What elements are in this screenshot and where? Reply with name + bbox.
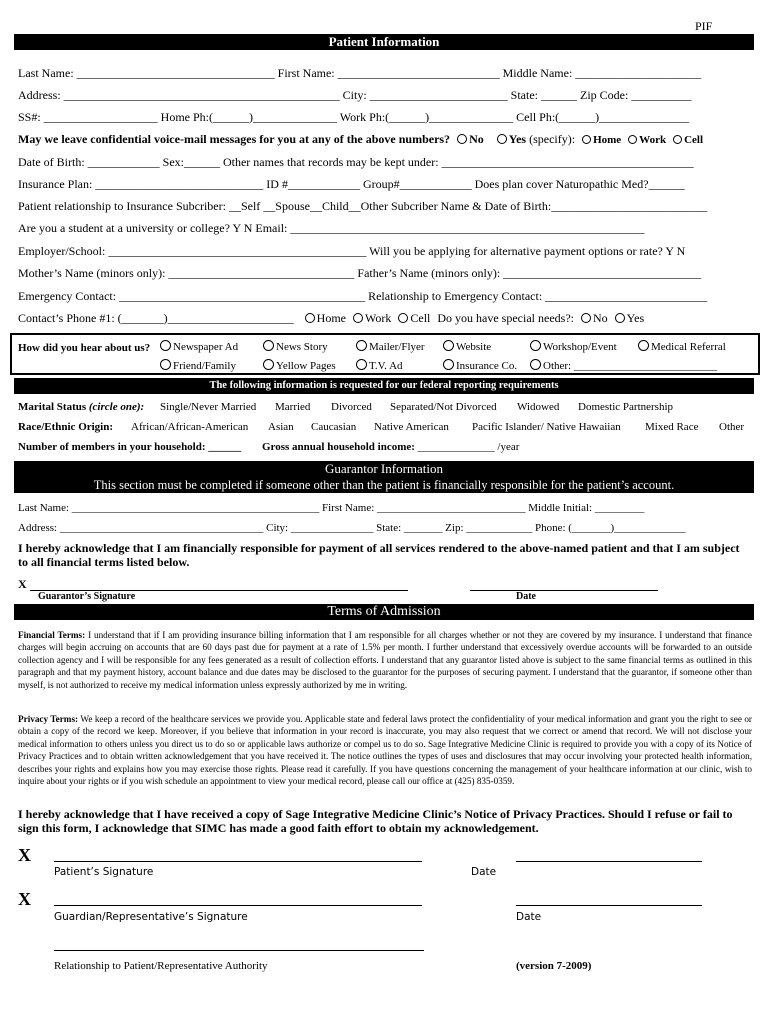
race-option[interactable]: Native American <box>374 421 449 433</box>
voicemail-question-text: May we leave confidential voice-mail messages for you at any of the above numbers? <box>18 132 451 146</box>
contact-home-label: Home <box>316 311 346 325</box>
federal-header: The following information is requested for our federal reporting requirements <box>14 378 754 394</box>
parents-line[interactable]: Mother’s Name (minors only): _______________________________ Father’s Name (minors only): _________________________________ <box>18 266 702 280</box>
relationship-line[interactable] <box>54 949 424 951</box>
guarantor-x-mark: X <box>18 577 27 591</box>
patient-x-mark: X <box>18 845 31 865</box>
household-members-field[interactable]: Number of members in your household: ______ <box>18 441 242 453</box>
student-email-line[interactable]: Are you a student at a university or college? Y N Email: ___________________________________________________________ <box>18 221 645 235</box>
patient-signature-label: Patient’s Signature <box>54 866 154 878</box>
guarantor-acknowledgement: I hereby acknowledge that I am financially responsible for payment of all services rendered to the above-named patient and that I am subject to all financial terms listed below. <box>18 541 740 569</box>
radio-icon[interactable] <box>160 340 171 351</box>
referral-tv[interactable] <box>356 359 403 372</box>
version-label: (version 7-2009) <box>516 960 592 972</box>
dob-line[interactable]: Date of Birth: ____________ Sex:______ Other names that records may be kept under: __________________________________________ <box>18 155 694 169</box>
form-code: PIF <box>695 19 713 33</box>
radio-icon[interactable] <box>443 340 454 351</box>
subscriber-line[interactable]: Patient relationship to Insurance Subcriber: __Self __Spouse__Child__Other Subcriber Name & Date of Birth:__________________________ <box>18 199 708 213</box>
radio-icon[interactable] <box>263 359 274 370</box>
income-field[interactable]: Gross annual household income: ______________ /year <box>262 441 520 453</box>
terms-header: Terms of Admission <box>14 604 754 620</box>
guarantor-date-line[interactable] <box>470 589 658 591</box>
guardian-signature-label: Guardian/Representative’s Signature <box>54 911 248 923</box>
race-label: Race/Ethnic Origin: <box>18 421 114 433</box>
radio-icon[interactable] <box>356 359 367 370</box>
voicemail-home-label: Home <box>593 134 622 146</box>
patient-date-line[interactable] <box>516 860 702 862</box>
special-needs-yes-radio[interactable] <box>615 313 625 323</box>
voicemail-specify-label: (specify): <box>529 132 576 146</box>
radio-icon[interactable] <box>530 359 541 370</box>
referral-option-label: Newspaper Ad <box>173 341 239 353</box>
guardian-date-line[interactable] <box>516 904 702 906</box>
race-option[interactable]: Other <box>719 421 745 433</box>
marital-option[interactable]: Separated/Not Divorced <box>390 401 497 413</box>
referral-friend[interactable] <box>160 359 236 372</box>
referral-option-label: Medical Referral <box>651 341 726 353</box>
marital-option[interactable]: Domestic Partnership <box>578 401 674 413</box>
contact-cell-label: Cell <box>410 311 431 325</box>
race-option[interactable]: Pacific Islander/ Native Hawaiian <box>472 421 621 433</box>
guarantor-subheader: This section must be completed if someone other than the patient is financially responsible for the patient’s account. <box>93 478 675 492</box>
guarantor-signature-label: Guarantor’s Signature <box>38 591 136 602</box>
referral-option-label: Friend/Family <box>173 360 236 372</box>
referral-option-label: Insurance Co. <box>456 360 518 372</box>
phone-line[interactable]: SS#: ___________________ Home Ph:(______)______________ Work Ph:(______)______________ Cell Ph:(______)_______________ <box>18 110 690 124</box>
voicemail-question <box>18 132 703 147</box>
patient-date-label: Date <box>471 866 497 878</box>
marital-option[interactable]: Single/Never Married <box>160 401 257 413</box>
employer-line[interactable]: Employer/School: ___________________________________________ Will you be applying for alternative payment options or rate? Y N <box>18 244 686 258</box>
guardian-date-label: Date <box>516 911 542 923</box>
privacy-acknowledgement: I hereby acknowledge that I have received a copy of Sage Integrative Medicine Clinic’s Notice of Privacy Practices. Should I refuse or fail to sign this form, I acknowledge that SIMC has made a good faith effort to obtain my acknowledgement. <box>18 807 733 835</box>
voicemail-work-label: Work <box>639 134 667 146</box>
referral-question: How did you hear about us? <box>18 342 151 354</box>
marital-status-label: Marital Status (circle one): <box>18 401 145 413</box>
contact-phone-field[interactable]: Contact’s Phone #1: (_______)_____________________ <box>18 311 294 325</box>
special-needs-no-label: No <box>592 311 608 325</box>
referral-mailer[interactable] <box>356 340 425 353</box>
radio-icon[interactable] <box>530 340 541 351</box>
contact-work-radio[interactable] <box>353 313 363 323</box>
guarantor-header: Guarantor Information <box>324 461 444 476</box>
race-option[interactable]: African/African-American <box>131 421 249 433</box>
radio-icon[interactable] <box>160 359 171 370</box>
referral-insurance[interactable] <box>443 359 517 372</box>
voicemail-cell-label: Cell <box>684 134 704 146</box>
privacy-terms-text: We keep a record of the healthcare services we provide you. Applicable state and federal laws protect the confidentiality of your medical information and grant you the right to see or obtain a copy of the record we keep. Moreover, if you believe that information in your record is inaccurate, you may also request that we correct or amend that record. We will not disclose your medical information to others unless you direct us to do so or applicable laws authorize or compel us to do so. Sage Integrative Medicine Clinic is required to provide you with a copy of its Notice of Privacy Practices and to obtain written acknowledgement that you have received it. The notice outlines the types of uses and disclosures that may occur involving your protected health information, describes your rights and explains how you may exercise those rights. Please read it carefully. If you have questions concerning the management of your healthcare information at our clinic, wish to inquire about your rights or if you wish schedule an appointment to view your medical record, please call our office at (425) 835-0359. <box>18 714 752 787</box>
marital-option[interactable]: Married <box>275 401 311 413</box>
referral-option-label: Workshop/Event <box>543 341 617 353</box>
radio-icon[interactable] <box>263 340 274 351</box>
address-line[interactable]: Address: ______________________________________________ City: _______________________ State: ______ Zip Code: __________ <box>18 88 692 102</box>
referral-workshop[interactable] <box>530 340 617 353</box>
voicemail-no-label: No <box>469 132 484 146</box>
referral-option-label: News Story <box>276 341 328 353</box>
voicemail-work-radio[interactable] <box>628 135 637 144</box>
referral-option-label: Yellow Pages <box>276 360 336 372</box>
referral-option-label: Website <box>456 341 492 353</box>
referral-news-story[interactable] <box>263 340 328 353</box>
patient-signature-line[interactable] <box>54 860 422 862</box>
guarantor-date-label: Date <box>516 591 536 602</box>
guarantor-header-bar <box>14 461 754 493</box>
privacy-terms <box>18 713 752 787</box>
referral-option-label: Mailer/Flyer <box>369 341 425 353</box>
privacy-terms-title: Privacy Terms: <box>18 714 79 724</box>
relationship-label: Relationship to Patient/Representative Authority <box>54 960 268 972</box>
referral-medical[interactable] <box>638 340 726 353</box>
special-needs-yes-label: Yes <box>626 311 645 325</box>
patient-info-header: Patient Information <box>14 34 754 50</box>
special-needs-label: Do you have special needs?: <box>437 311 574 325</box>
emergency-contact-line[interactable]: Emergency Contact: _________________________________________ Relationship to Emergency Contact: ___________________________ <box>18 289 708 303</box>
radio-icon[interactable] <box>356 340 367 351</box>
marital-option[interactable]: Widowed <box>517 401 560 413</box>
referral-yellow-pages[interactable] <box>263 359 336 372</box>
insurance-line[interactable]: Insurance Plan: ____________________________ ID #____________ Group#____________ Does plan cover Naturopathic Med?______ <box>18 177 685 191</box>
contact-home-radio[interactable] <box>305 313 315 323</box>
name-line[interactable]: Last Name: _________________________________ First Name: ___________________________ Middle Name: _____________________ <box>18 66 702 80</box>
radio-icon[interactable] <box>638 340 649 351</box>
voicemail-no-radio[interactable] <box>457 134 467 144</box>
financial-terms <box>18 629 752 691</box>
radio-icon[interactable] <box>443 359 454 370</box>
marital-option[interactable]: Divorced <box>331 401 372 413</box>
referral-other[interactable] <box>530 359 717 372</box>
voicemail-cell-radio[interactable] <box>673 135 682 144</box>
voicemail-yes-radio[interactable] <box>497 134 507 144</box>
guarantor-address-line[interactable]: Address: _____________________________________ City: _______________ State: _______ Zip: ____________ Phone: (_______)_____________ <box>18 522 686 534</box>
referral-website[interactable] <box>443 340 491 353</box>
contact-phone-line <box>18 311 644 326</box>
race-option[interactable]: Asian <box>268 421 294 433</box>
referral-option-label: T.V. Ad <box>369 360 403 372</box>
contact-work-label: Work <box>364 311 392 325</box>
referral-newspaper[interactable] <box>160 340 238 353</box>
referral-option-label: Other: __________________________ <box>543 360 717 372</box>
financial-terms-text: I understand that if I am providing insurance billing information that I am responsible for all charges whether or not they are covered by my insurance. I understand that finance charges will begin accruing on accounts that are 60 days past due for payment at a rate of 1.5% per month. I further understand that excessively overdue accounts will be forwarded to an outside collection agency and I will be responsible for any fees generated as a result of collection efforts. I understand that any guarantor listed above is subject to the same financial terms as outlined in this paragraph and that my payment history, account balance and due dates may be disclosed to the guarantor for the purposes of securing payment. I understand that the guarantor, if someone other than myself, is not authorized to receive my medical information unless expressly authorized by me in writing. <box>18 630 752 690</box>
voicemail-yes-label: Yes <box>508 132 527 146</box>
contact-cell-radio[interactable] <box>398 313 408 323</box>
guardian-x-mark: X <box>18 889 31 909</box>
race-option[interactable]: Caucasian <box>311 421 357 433</box>
race-option[interactable]: Mixed Race <box>645 421 699 433</box>
special-needs-no-radio[interactable] <box>581 313 591 323</box>
guarantor-name-line[interactable]: Last Name: _____________________________________________ First Name: ___________________________ Middle Initial: _________ <box>18 502 645 514</box>
guardian-signature-line[interactable] <box>54 904 422 906</box>
financial-terms-title: Financial Terms: <box>18 630 86 640</box>
voicemail-home-radio[interactable] <box>582 135 591 144</box>
